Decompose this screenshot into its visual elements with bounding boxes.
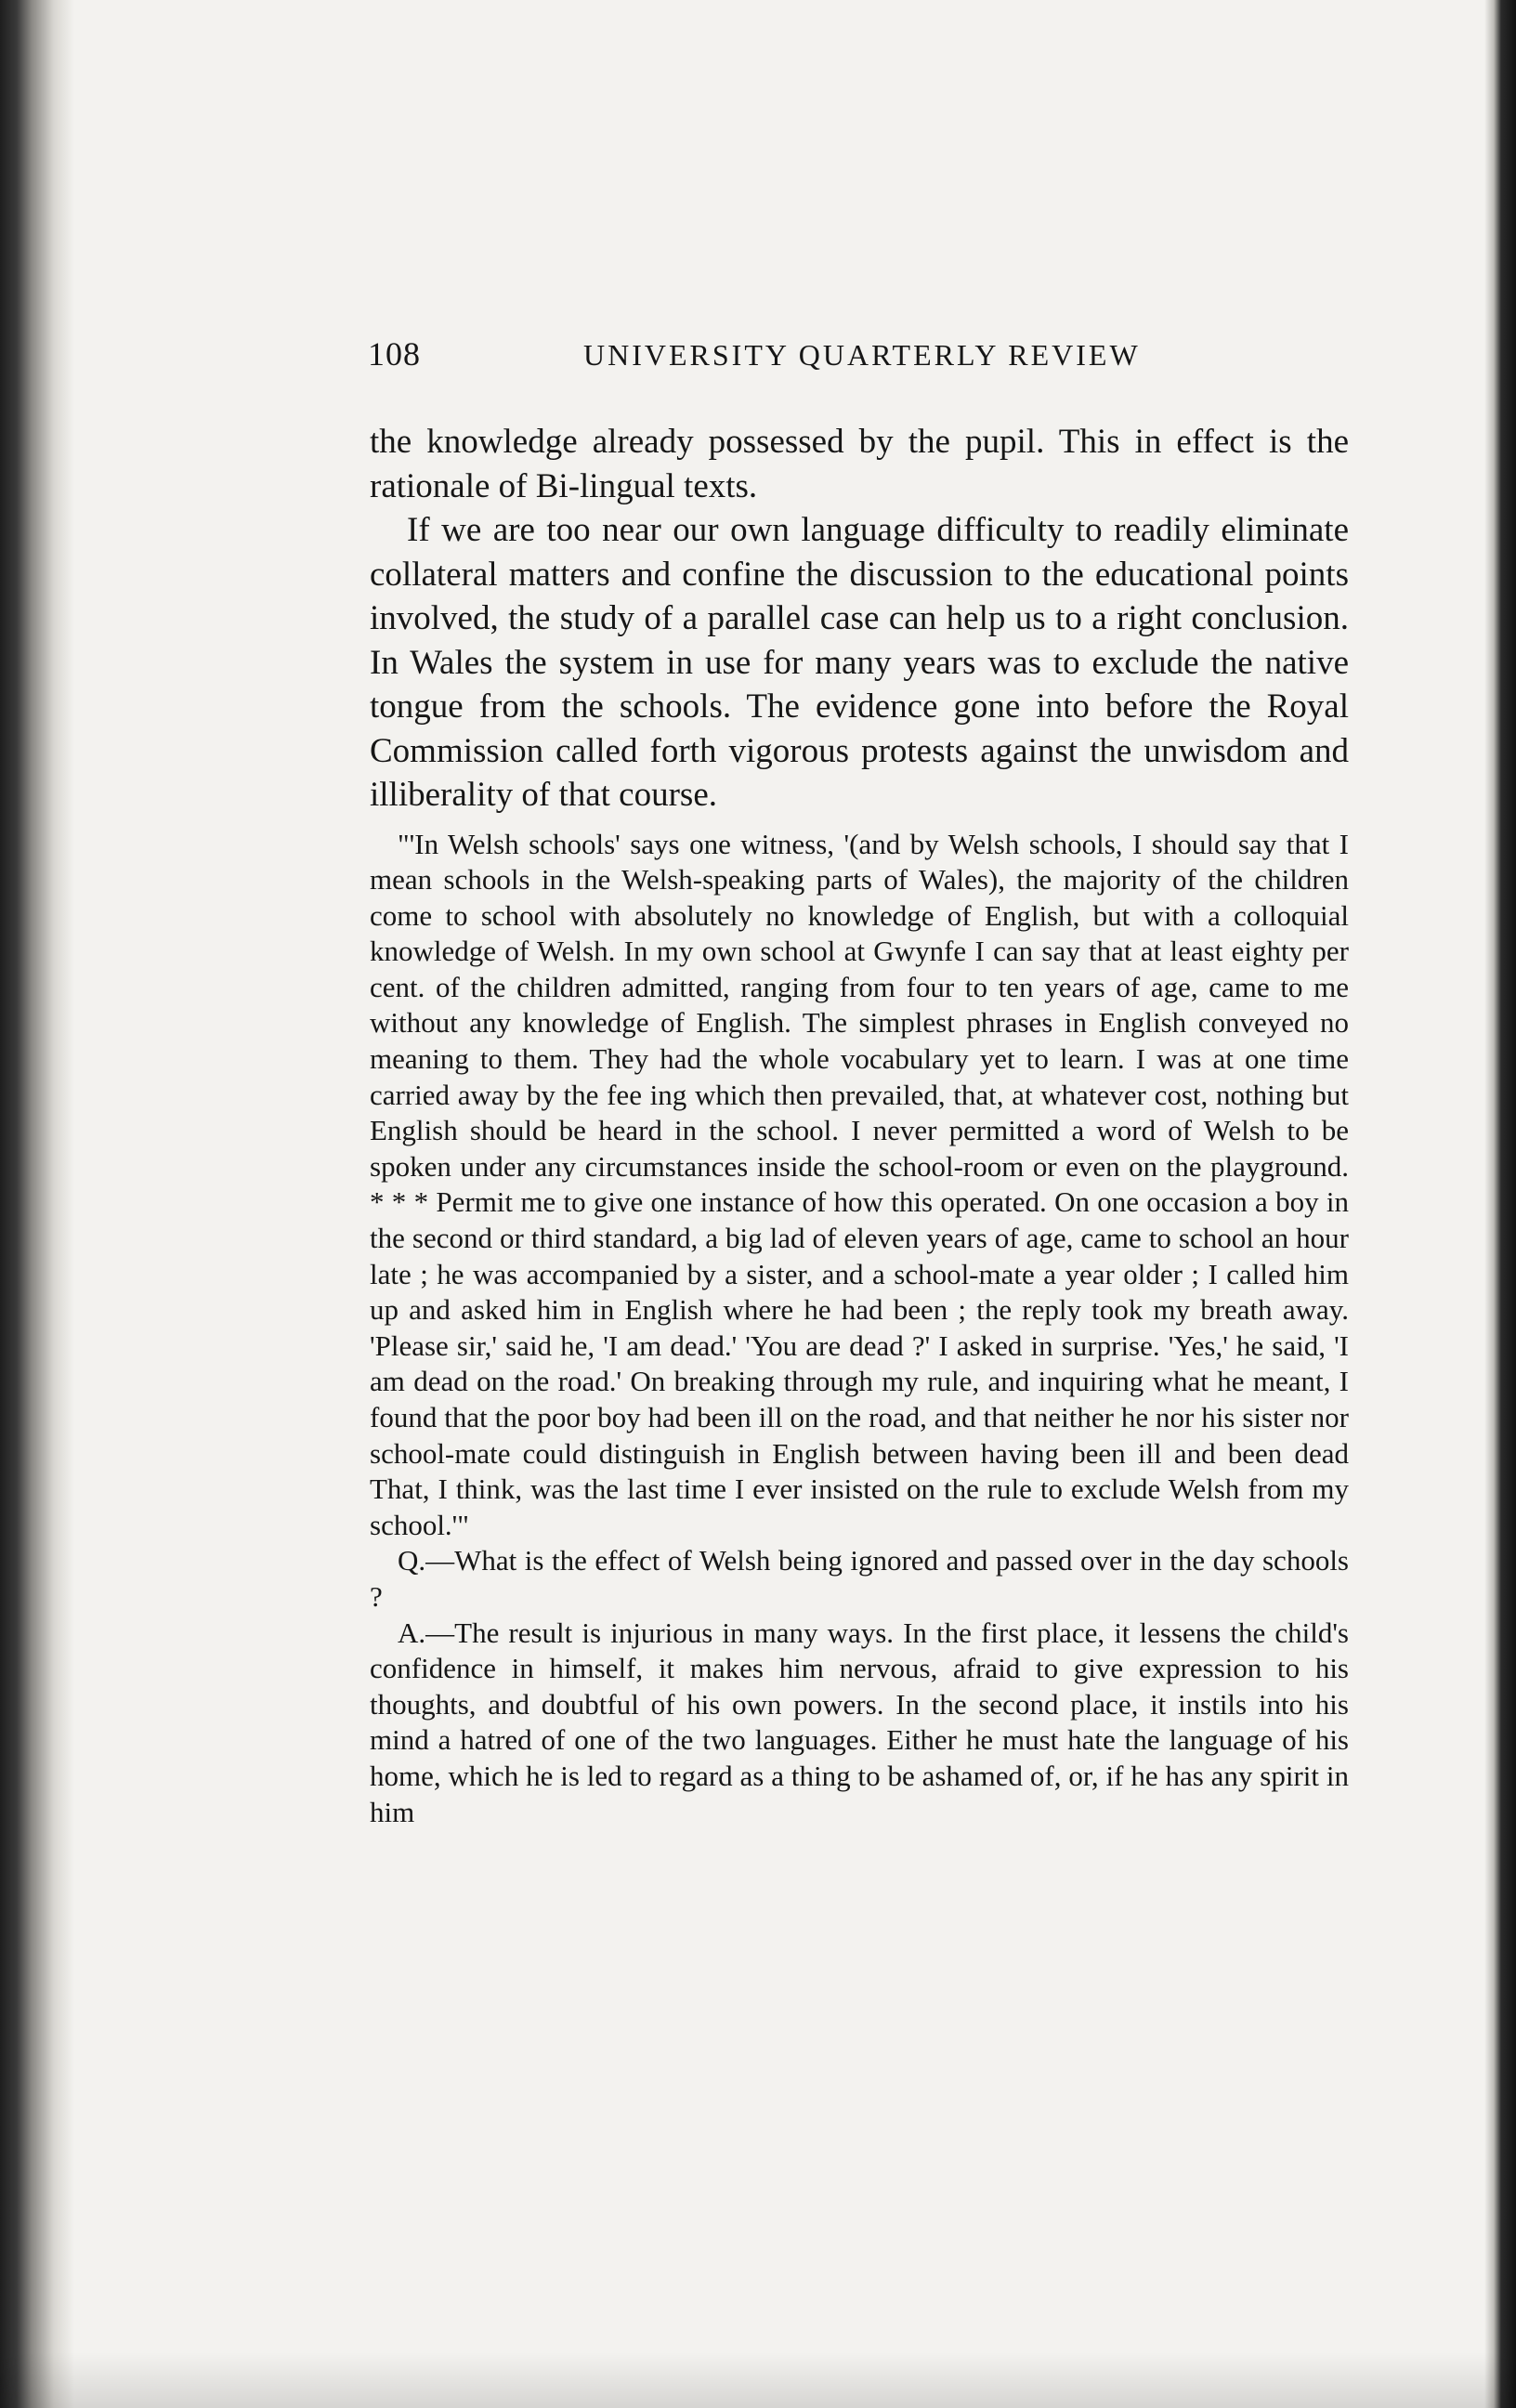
running-head: UNIVERSITY QUARTERLY REVIEW — [583, 338, 1141, 372]
question-paragraph: Q.—What is the effect of Welsh being ignored and passed over in the day schools ? — [370, 1544, 1349, 1613]
binding-gutter — [0, 0, 74, 2408]
page-header — [368, 334, 1353, 381]
paragraph-1: the knowledge already possessed by the pupil. This in effect is the rationale of Bi-lingual texts. — [370, 423, 1349, 505]
answer-paragraph: A.—The result is injurious in many ways. In the first place, it lessens the child's confidence in himself, it makes him nervous, afraid to give expression to his thoughts, and doubtful of his own powers. In the second place, it instils into his mind a hatred of one of the two languages. Either he must hate the language of his home, which he is led to regard as a thing to be ashamed of, or, if he has any spirit in him — [370, 1616, 1349, 1828]
paragraph-2: If we are too near our own language difficulty to readily eliminate collateral matters and confine the discussion to the educational points involved, the study of a parallel case can help us to a right conclusion. In Wales the system in use for many years was to exclude the native tongue from the schools. The evidence gone into before the Royal Commission called forth vigorous protests against the unwisdom and illiberality of that course. — [370, 511, 1349, 814]
page-edge — [1484, 0, 1516, 2408]
quotation-block — [370, 827, 1349, 1831]
page-number: 108 — [368, 335, 421, 373]
body-text — [370, 420, 1349, 1830]
witness-quote: "'In Welsh schools' says one witness, '(and by Welsh schools, I should say that I mean schools in the Welsh-speaking parts of Wales), the majority of the children come to school with absolutely no knowledge of English, but with a colloquial knowledge of Welsh. In my own school at Gwynfe I can say that at least eighty per cent. of the children admitted, ranging from four to ten years of age, came to me without any knowledge of English. The simplest phrases in English conveyed no meaning to them. They had the whole vocabulary yet to learn. I was at one time carried away by the fee ing which then prevailed, that, at whatever cost, nothing but English should be heard in the school. I never permitted a word of Welsh to be spoken under any circumstances inside the school-room or even on the playground. * * * Permit me to give one instance of how this operated. On one occasion a boy in the second or third standard, a big lad of eleven years of age, came to school an hour late ; he was accompanied by a sister, and a school-mate a year older ; I called him up and asked him in English where he had been ; the reply took my breath away. 'Please sir,' said he, 'I am dead.' 'You are dead ?' I asked in surprise. 'Yes,' he said, 'I am dead on the road.' On breaking through my rule, and inquiring what he meant, I found that the poor boy had been ill on the road, and that neither he nor his sister nor school-mate could distinguish in English between having been ill and been dead That, I think, was the last time I ever insisted on the rule to exclude Welsh from my school.'" — [370, 827, 1349, 1541]
page-shadow — [0, 2352, 1516, 2408]
